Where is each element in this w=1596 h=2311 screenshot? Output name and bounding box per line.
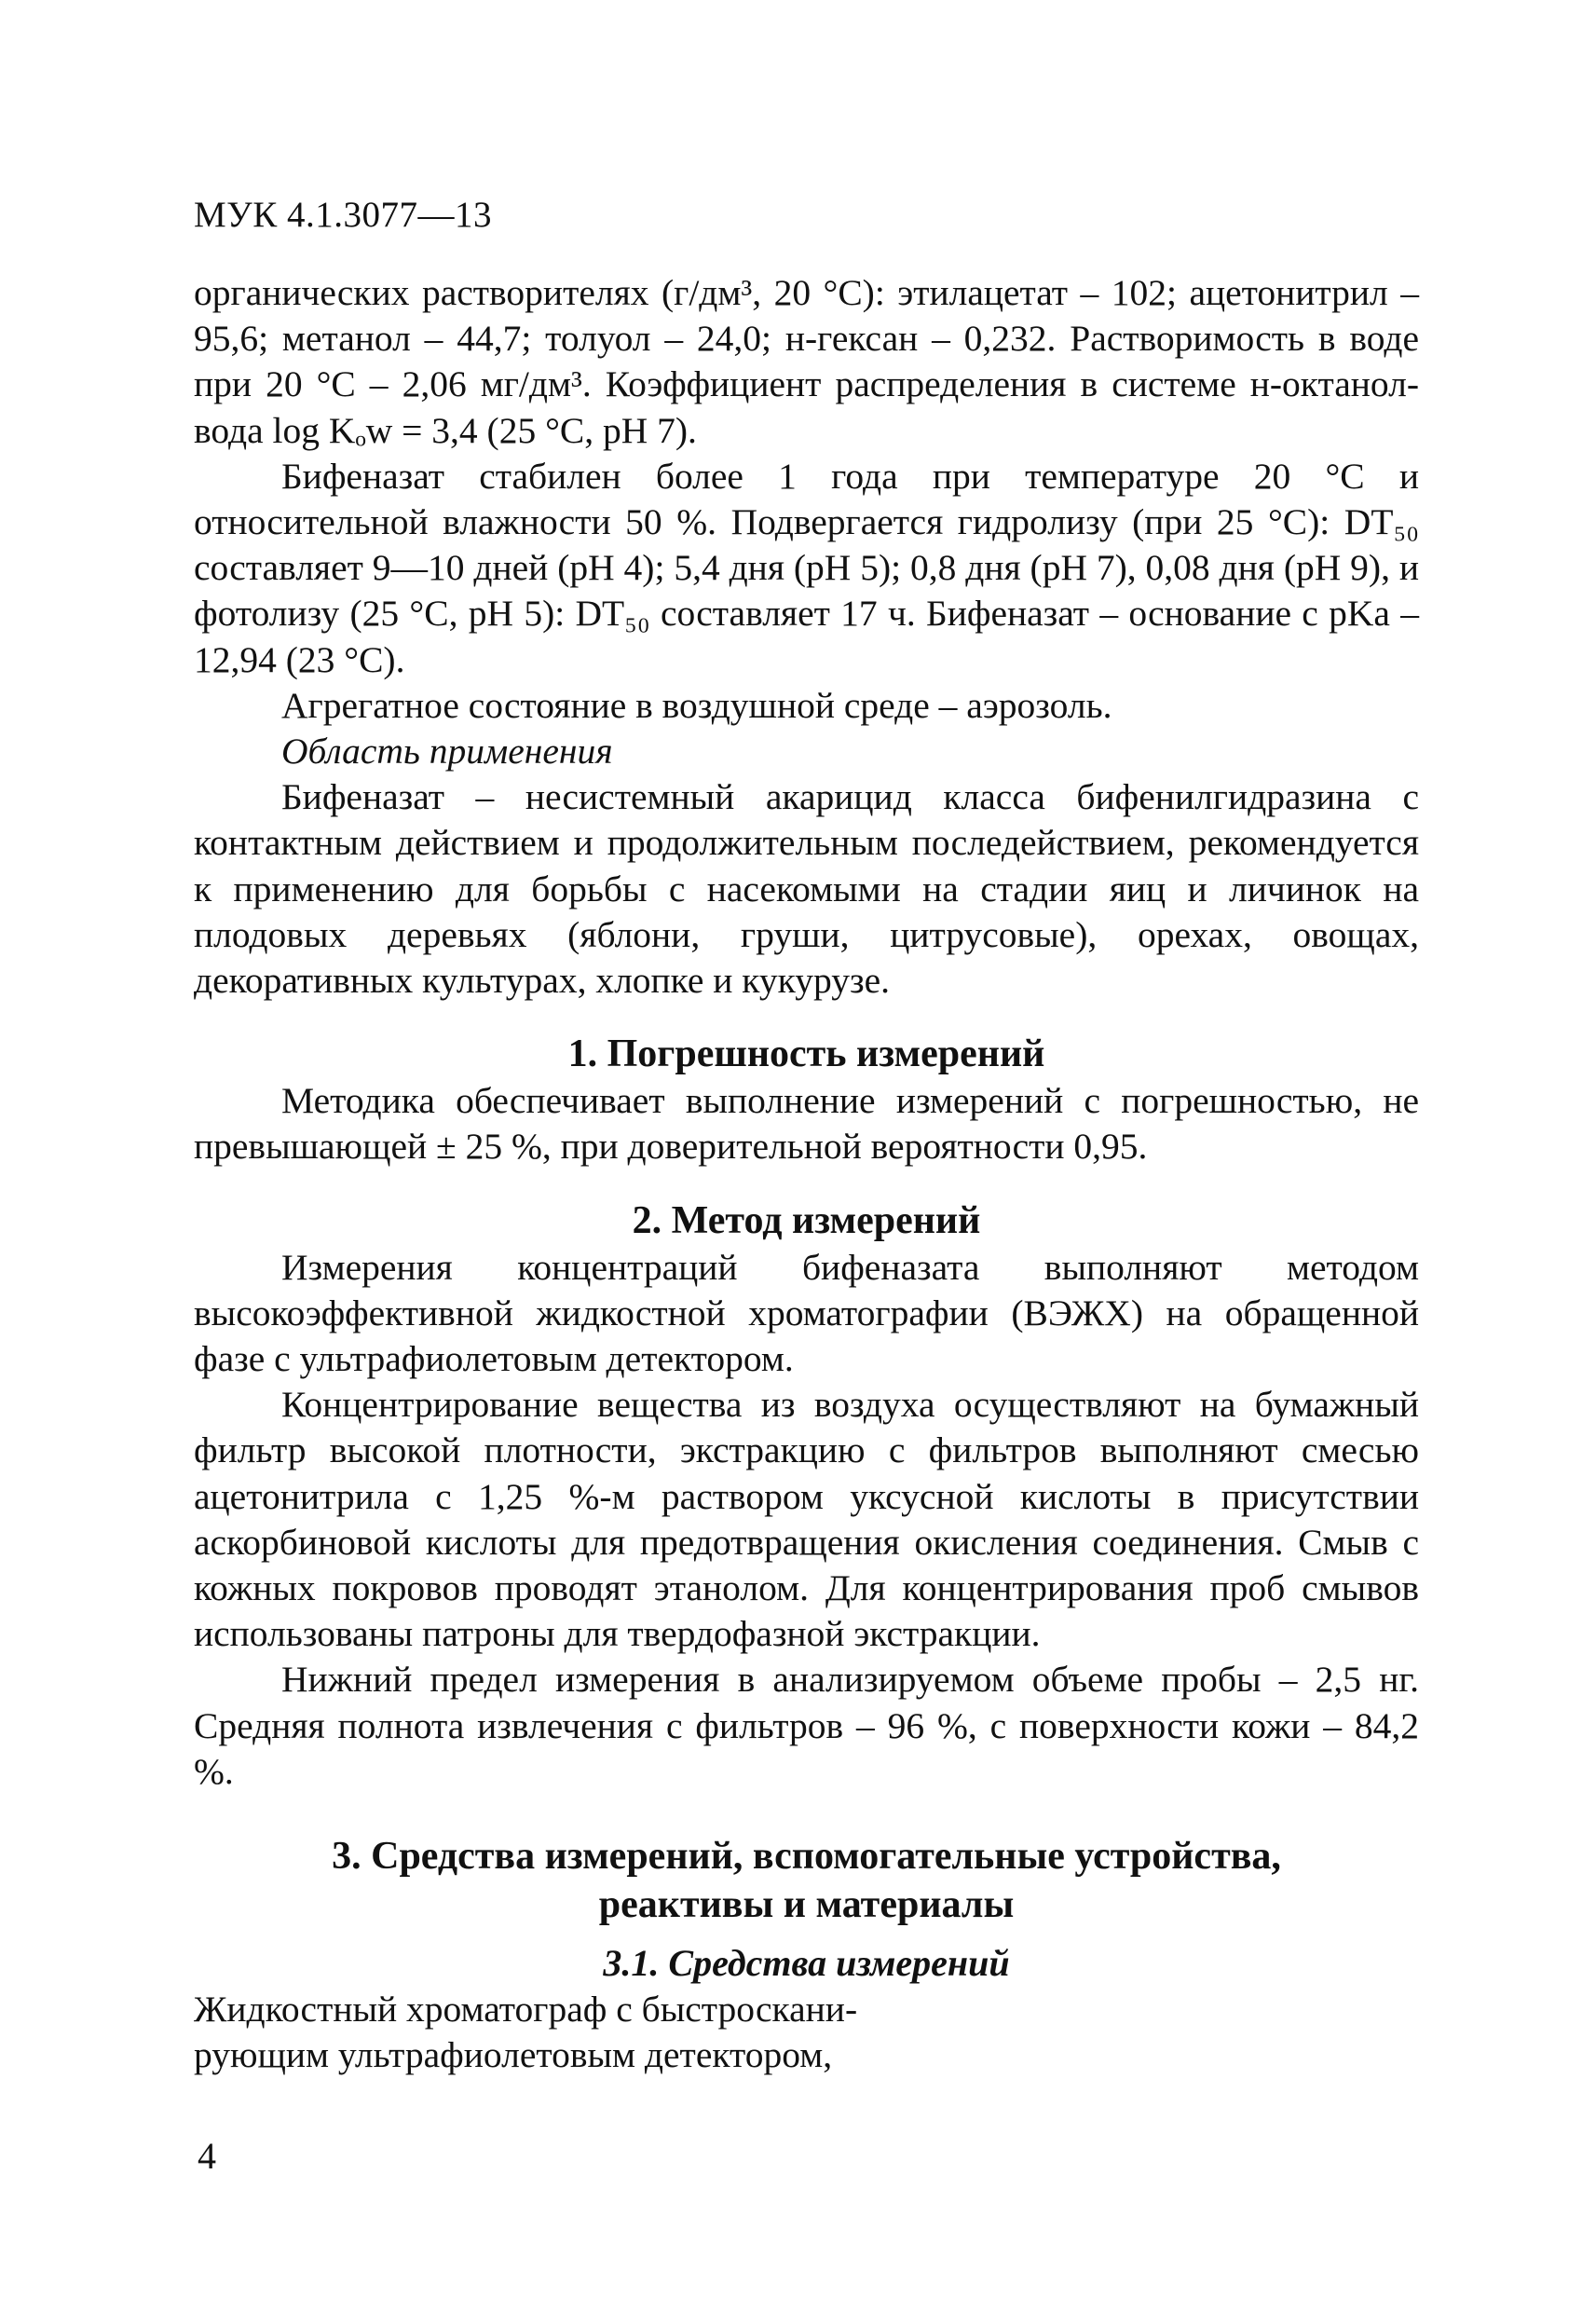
section-3-title-line-2: реактивы и материалы [598,1883,1015,1927]
application-heading: Область применения [281,731,613,773]
paragraph-application: Бифеназат – несистемный акарицид класса бифенилгидразина с контактным действием и продолжительным последействием, рекомендуется к применению для борьбы с насекомыми на стадии яиц и личинок на плодовых деревьях (яблони, груши, цитрусовые), орехах, овощах, декоративных культурах, хлопке и кукурузе. [194,776,1419,1002]
subsection-3-1-title: 3.1. Средства измерений [603,1942,1010,1985]
section-2-paragraph-2: Концентрирование вещества из воздуха осуществляют на бумажный фильтр высокой плотности, экстракцию с фильтров выполняют смесью ацетонитрила с 1,25 %-м раствором уксусной кислоты в присутствии аскорбиновой кислоты для предотвращения окисления соединения. Смыв с кожных покровов проводят этанолом. Для концентрирования проб смывов использованы патроны для твердофазной экстракции. [194,1384,1419,1655]
paragraph-stability: Бифеназат стабилен более 1 года при температуре 20 °С и относительной влажности 50 %. Подвергается гидролизу (при 25 °С): DT₅₀ составляет 9—10 дней (pH 4); 5,4 дня (pH 5); 0,8 дня (pH 7), 0,08 дня (pH 9), и фотолизу (25 °С, pH 5): DT₅₀ составляет 17 ч. Бифеназат – основание с pKa – 12,94 (23 °С). [194,455,1419,680]
page-number: 4 [198,2135,216,2177]
section-1-title: 1. Погрешность измерений [567,1032,1045,1076]
section-2-paragraph-1: Измерения концентраций бифеназата выполняют методом высокоэффективной жидкостной хроматографии (ВЭЖХ) на обращенной фазе с ультрафиолетовым детектором. [194,1246,1419,1380]
page-body [194,270,1419,2079]
section-3-title-line-1: 3. Средства измерений, вспомогательные устройства, [332,1835,1281,1879]
section-1-paragraph: Методика обеспечивает выполнение измерений с погрешностью, не превышающей ± 25 %, при доверительной вероятности 0,95. [194,1080,1419,1168]
instrument-line-2: рующим ультрафиолетовым детектором, [194,2034,833,2076]
document-code: МУК 4.1.3077—13 [194,195,493,235]
section-2-paragraph-3: Нижний предел измерения в анализируемом объеме пробы – 2,5 нг. Средняя полнота извлечения с фильтров – 96 %, с поверхности кожи – 84,2 %. [194,1659,1419,1792]
instrument-line-1: Жидкостный хроматограф с быстроскани- [194,1989,858,2031]
paragraph-aggregate-state: Агрегатное состояние в воздушной среде – аэрозоль. [281,684,1112,726]
paragraph-solubility: органических растворителях (г/дм³, 20 °С): этилацетат – 102; ацетонитрил – 95,6; метанол – 44,7; толуол – 24,0; н-гексан – 0,232. Растворимость в воде при 20 °С – 2,06 мг/дм³. Коэффициент распределения в системе н-октанол-вода log Kₒw = 3,4 (25 °С, pH 7). [194,272,1419,451]
section-2-title: 2. Метод измерений [632,1198,981,1242]
